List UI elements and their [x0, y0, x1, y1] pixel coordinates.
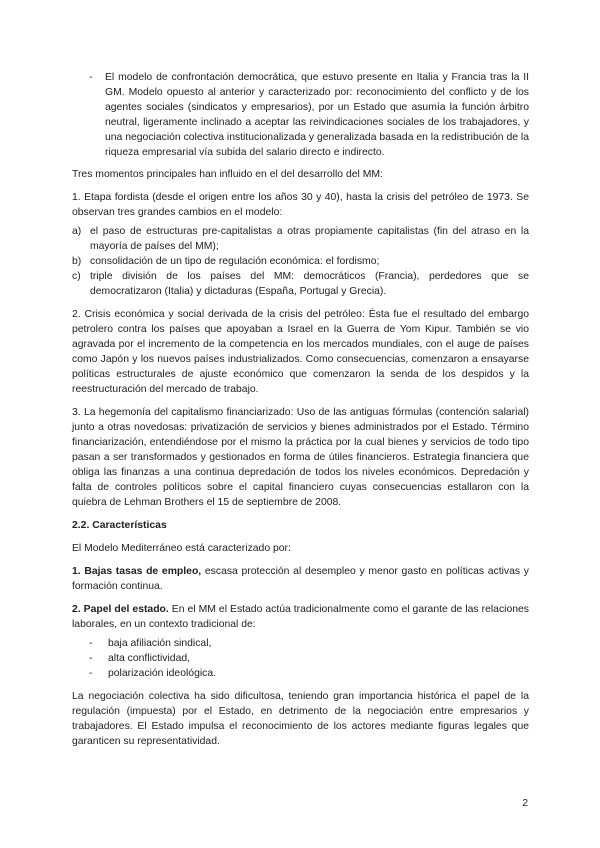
moment-2-paragraph: 2. Crisis económica y social derivada de la crisis del petróleo: Ésta fue el resultado del embargo petrolero contra los países que apoyaban a Israel en la Guerra de Yom Kipur. También se vio agravada por el incremento de la competencia en los mercados mundiales, con el auge de países como Japón y los nuevos países industrializados. Como consecuencias, comenzaron a ensayarse políticas estructurales de ajuste económico que comenzaron la senda de los despidos y la reestructuración del mercado de trabajo. — [72, 309, 529, 395]
point-2-title: 2. Papel del estado. — [72, 604, 169, 615]
point-1-paragraph — [72, 564, 529, 594]
list-marker: b) — [72, 256, 82, 267]
list-marker: c) — [72, 271, 81, 282]
moment-1-list — [72, 224, 529, 299]
moment-1-paragraph: 1. Etapa fordista (desde el origen entre los años 30 y 40), hasta la crisis del petróleo de 1973. Se observan tres grandes cambios en el modelo: — [72, 192, 529, 218]
list-item-text: triple división de los países del MM: democráticos (Francia), perdedores que se democratizaron (Italia) y dictaduras (España, Portugal y Grecia). — [90, 271, 529, 297]
list-marker: - — [89, 668, 93, 679]
list-item — [72, 636, 529, 651]
list-marker: a) — [72, 226, 82, 237]
characterized-intro: El Modelo Mediterráneo está caracterizado por: — [72, 543, 291, 554]
point-2-paragraph — [72, 602, 529, 632]
point-1-title: 1. Bajas tasas de empleo, — [72, 566, 202, 577]
list-item-text: el paso de estructuras pre-capitalistas a otras propiamente capitalistas (fin del atraso en la mayoría de países del MM); — [90, 226, 529, 252]
page-content — [72, 70, 529, 757]
list-item-text: polarización ideológica. — [108, 668, 217, 679]
list-marker: - — [89, 72, 93, 83]
page-number: 2 — [522, 798, 528, 809]
list-item — [72, 224, 529, 254]
moment-3-paragraph: 3. La hegemonía del capitalismo financiarizado: Uso de las antiguas fórmulas (contención salarial) junto a otras novedosas: privatización de servicios y bienes administrados por el Estado. Término financiarización, entendiéndose por el mismo la práctica por la cual bienes y servicios de todo tipo pasan a ser transformados y gestionados en forma de útiles financieros. Estrategia financiera que obliga las finanzas a una continua depredación de todos los niveles económicos. Depredación y falta de controles políticos sobre el capital financiero cuyas consecuencias estallaron con la quiebra de Lehman Brothers el 15 de septiembre de 2008. — [72, 407, 529, 508]
moments-intro: Tres momentos principales han influido en el del desarrollo del MM: — [72, 169, 383, 180]
list-item-text: baja afiliación sindical, — [108, 638, 212, 649]
list-marker: - — [89, 638, 93, 649]
list-item — [72, 254, 529, 269]
section-heading: 2.2. Características — [72, 520, 167, 531]
list-item — [72, 269, 529, 299]
list-item — [72, 651, 529, 666]
list-item-text: El modelo de confrontación democrática, que estuvo presente en Italia y Francia tras la II GM. Modelo opuesto al anterior y caracterizado por: reconocimiento del conflicto y de los agentes sociales (sindicatos y empresarios), por un Estado que asumía la función árbitro neutral, ligeramente inclinado a aceptar las reivindicaciones sociales de los trabajadores, y una negociación colectiva institucionalizada y generalizada basada en la redistribución de la riqueza empresarial vía subida del salario directo e indirecto. — [105, 72, 529, 158]
list-marker: - — [89, 653, 93, 664]
list-item-text: consolidación de un tipo de regulación económica: el fordismo; — [90, 256, 380, 267]
list-item — [72, 666, 529, 681]
point-2-text: En el MM el Estado actúa tradicionalmente como el garante de las relaciones laborales, en un contexto tradicional de: — [72, 604, 529, 630]
point-1-text: escasa protección al desempleo y menor gasto en políticas activas y formación continua. — [72, 566, 530, 592]
closing-paragraph: La negociación colectiva ha sido dificultosa, teniendo gran importancia histórica el papel de la regulación (impuesta) por el Estado, en detrimento de la negociación entre empresarios y trabajadores. El Estado impulsa el reconocimiento de los actores mediante figuras legales que garanticen su representatividad. — [72, 691, 529, 747]
intro-list-item — [72, 70, 529, 160]
point-2-list — [72, 636, 529, 681]
list-item-text: alta conflictividad, — [108, 653, 191, 664]
